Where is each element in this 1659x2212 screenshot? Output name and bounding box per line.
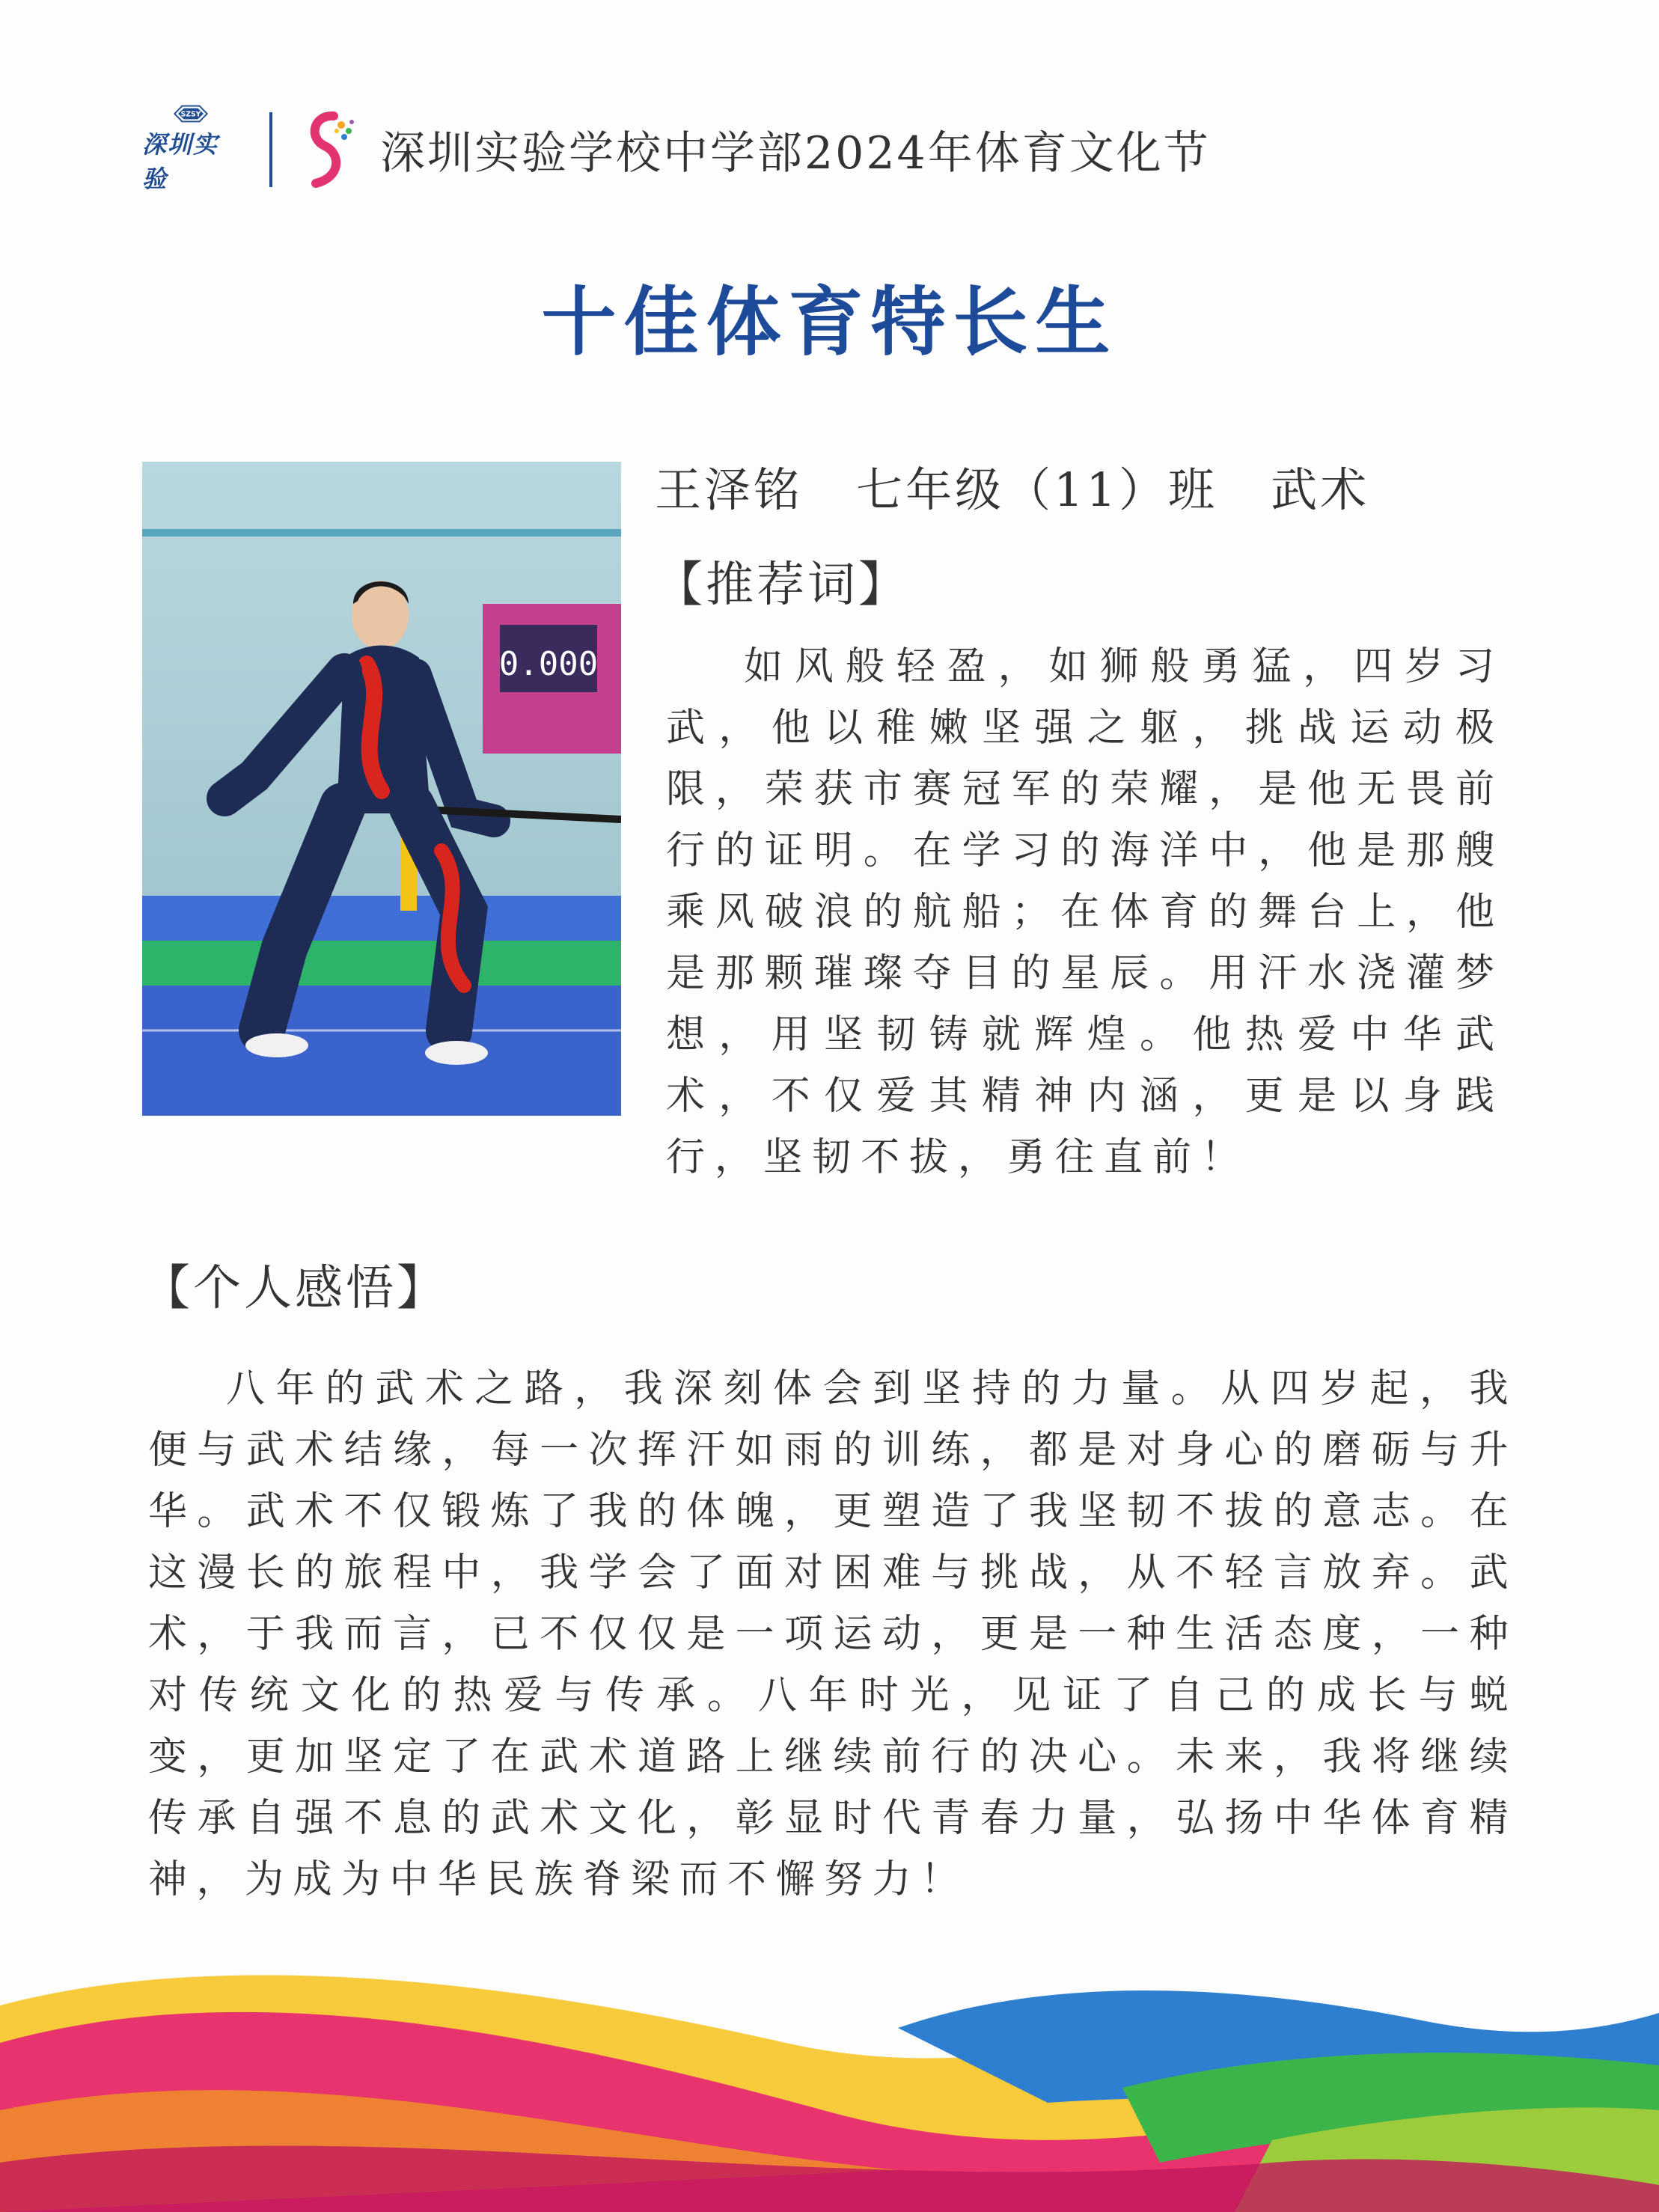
student-info: 王泽铭 七年级（11）班 武术: [655, 462, 1370, 517]
festival-title: 深圳实验学校中学部2024年体育文化节: [380, 127, 1211, 180]
recommendation-text: 如风般轻盈，如狮般勇猛，四岁习武，他以稚嫩坚强之躯，挑战运动极限，荣获市赛冠军的荣耀，是他无畏前行的证明。在学习的海洋中，他是那艘乘风破浪的航船；在体育的舞台上，他是那颗璀璨夺目的星辰。用汗水浇灌梦想，用坚韧铸就辉煌。他热爱中华武术，不仅爱其精神内涵，更是以身践行，坚韧不拔，勇往直前！: [666, 644, 1504, 1180]
reflection-text: 八年的武术之路，我深刻体会到坚持的力量。从四岁起，我便与武术结缘，每一次挥汗如雨的训练，都是对身心的磨砺与升华。武术不仅锻炼了我的体魄，更塑造了我坚韧不拔的意志。在这漫长的旅程中，我学会了面对困难与挑战，从不轻言放弃。武术，于我而言，已不仅仅是一项运动，更是一种生活态度，一种对传统文化的热爱与传承。八年时光，见证了自己的成长与蜕变，更加坚定了在武术道路上继续前行的决心。未来，我将继续传承自强不息的武术文化，彰显时代青春力量，弘扬中华体育精神，为成为中华民族脊梁而不懈努力！: [148, 1366, 1518, 1902]
school-logo-text: SZSY: [180, 110, 201, 119]
school-logo: [142, 105, 239, 195]
reflection-heading: 【个人感悟】: [142, 1261, 447, 1316]
header: [142, 105, 1211, 195]
school-logo-emblem: [146, 105, 236, 123]
decorative-waves: [0, 1916, 1659, 2212]
page-title: 十佳体育特长生: [541, 278, 1118, 366]
festival-logo-icon: [298, 109, 358, 191]
recommendation-heading: 【推荐词】: [655, 557, 909, 613]
school-logo-cn: 深圳实验: [142, 130, 219, 193]
scoreboard-text: 0.000: [498, 645, 599, 683]
header-divider: [269, 112, 272, 187]
student-photo: [142, 462, 621, 1116]
